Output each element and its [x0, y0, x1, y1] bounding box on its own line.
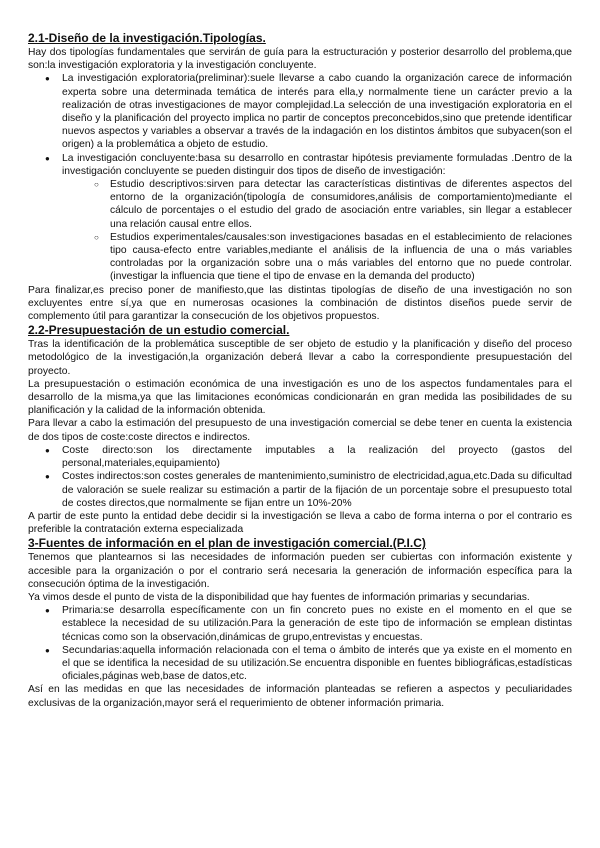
list-item: ● Primaria:se desarrolla específicamente con un fin concreto pues no existe en el momento en el que se establece la necesidad de su utilización.Para la generación de este tipo de información se emplean distintas técnicas como son la observación,dinámicas de grupo,entrevistas y encuestas. — [62, 604, 572, 644]
paragraph: Tras la identificación de la problemática susceptible de ser objeto de estudio y la planificación y diseño del proceso metodológico de la investigación,la organización deberá llevar a cabo la correspondiente presupuestación del proyecto. — [28, 339, 572, 377]
list-item: ● Secundarias:aquella información relacionada con el tema o ámbito de interés que ya existe en el momento en el que se identifica la necesidad de su utilización.Se encuentra disponible en fuentes bibliográficas,estadísticas oficiales,páginas web,base de datos,etc. — [62, 644, 572, 684]
section-heading-sources: 3-Fuentes de información en el plan de investigación comercial.(P.I.C) — [28, 536, 426, 551]
paragraph: A partir de este punto la entidad debe decidir si la investigación se lleva a cabo de forma interna o por el contrario es preferible la contratación externa especializada — [28, 510, 572, 536]
paragraph: Así en las medidas en que las necesidades de información planteadas se refieren a aspectos y peculiaridades exclusivas de la organización,mayor será el requerimiento de obtener información primaria. — [28, 684, 572, 709]
list-item: ● Coste directo:son los directamente imputables a la realización del proyecto (gastos del personal,materiales,equipamiento) — [62, 444, 572, 470]
bullet-list — [28, 72, 572, 283]
list-item: ● Costes indirectos:son costes generales de mantenimiento,suministro de electricidad,agua,etc.Dada su dificultad de valoración se suele realizar su estimación a partir de la fijación de un porcentaje sobre el presupuesto total de costes directos,que normalmente se fijan entre un 10%-20% — [62, 470, 572, 510]
list-item-text: La investigación concluyente:basa su desarrollo en contrastar hipótesis previamente formuladas .Dentro de la investigación concluyente se pueden distinguir dos tipos de diseño de investigación: — [62, 152, 572, 177]
list-item — [62, 72, 572, 151]
paragraph: La presupuestación o estimación económica de una investigación es uno de los aspectos fundamentales para el desarrollo de la misma,ya que las limitaciones económicas condicionarán en gran medida las posibilidades de su planificación y la calidad de la información obtenida. — [28, 378, 572, 417]
paragraph: Tenemos que plantearnos si las necesidades de información pueden ser cubiertas con información existente y accesible para la organización o por el contrario será necesaria la generación de información específica para la consecución óptima de la investigación. — [28, 552, 572, 590]
bullet-list — [28, 604, 572, 683]
section-heading-budget: 2.2-Presupuestación de un estudio comercial. — [28, 323, 290, 338]
paragraph: Para llevar a cabo la estimación del presupuesto de una investigación comercial se debe tener en cuenta la existencia de dos tipos de coste:coste directos e indirectos. — [28, 418, 572, 443]
section-heading-design: 2.1-Diseño de la investigación.Tipologías. — [28, 31, 266, 45]
list-item — [62, 152, 572, 284]
sub-list-item: ○ Estudios experimentales/causales:son investigaciones basadas en el establecimiento de relaciones tipo causa-efecto entre variables,mediante el análisis de la influencia de una o más variables controladas por la organización sobre una o más variables del entorno que no puede controlar.(investigar la influencia que tiene el tipo de envase en la demanda del producto) — [110, 231, 572, 284]
paragraph: Hay dos tipologías fundamentales que servirán de guía para la estructuración y posterior desarrollo del problema,que son:la investigación exploratoria y la investigación concluyente. — [28, 47, 572, 72]
bullet-list — [28, 444, 572, 510]
paragraph: Para finalizar,es preciso poner de manifiesto,que las distintas tipologías de diseño de una investigación no son excluyentes entre sí,ya que en numerosas ocasiones la combinación de distintos diseños puede servir de complemento útil para garantizar la consecución de los objetivos propuestos. — [28, 284, 572, 323]
paragraph: Ya vimos desde el punto de vista de la disponibilidad que hay fuentes de información primarias y secundarias. — [28, 591, 530, 603]
sub-list-item: ○ Estudio descriptivos:sirven para detectar las características distintivas de diferentes aspectos del entorno de la organización(tipología de consumidores,análisis de comportamiento)mediante el cálculo de porcentajes o el estudio del grado de asociación entre variables, sin llegar a establecer una relación causal entre ellos. — [110, 178, 572, 231]
list-item-text: La investigación exploratoria(preliminar):suele llevarse a cabo cuando la organización carece de información experta sobre una determinada temática de interés para ella,y normalmente tiene un carácter previo a la realización de otras investigaciones de mayor complejidad.La selección de una investigación exploratoria en el diseño y la planificación del proyecto implica no partir de conceptos preconcebidos,sino que pretende identificar nuevos aspectos y variables a observar a través de la indagación en los distintos ámbitos que subyacen(son el origen) a la problemática a objeto de estudio. — [62, 73, 572, 151]
sub-bullet-list — [62, 178, 572, 284]
